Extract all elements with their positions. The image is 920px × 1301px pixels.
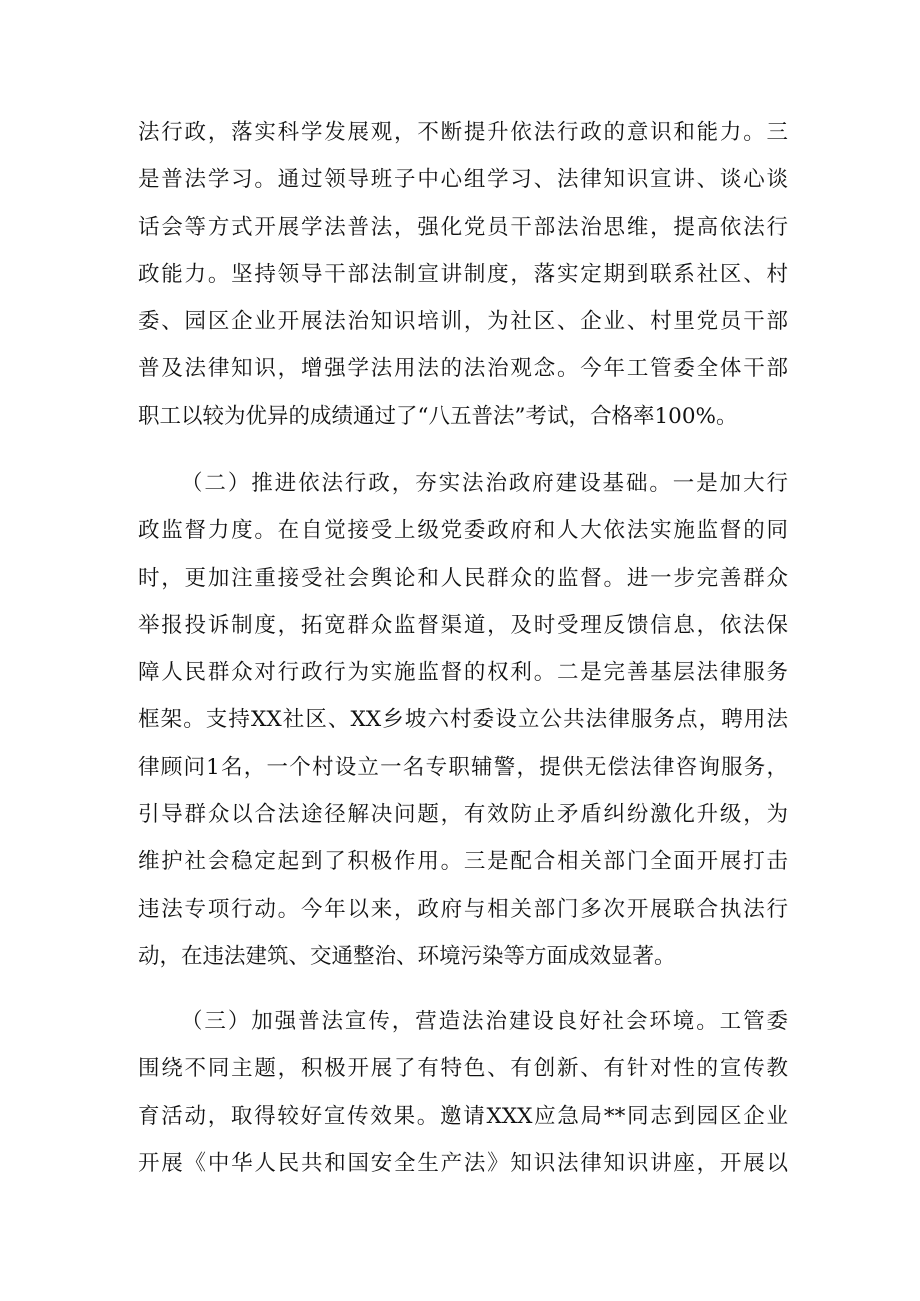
paragraph-rule-of-law-study	[138, 109, 788, 440]
text-line: 障人民群众对行政行为实施监督的权利。二是完善基层法律服务	[138, 660, 788, 686]
text-line: 开展《中华人民共和国安全生产法》知识法律知识讲座，开展以	[138, 1150, 788, 1176]
text-line: 围绕不同主题，积极开展了有特色、有创新、有针对性的宣传教	[138, 1056, 788, 1082]
text-line: 维护社会稳定起到了积极作用。三是配合相关部门全面开展打击	[138, 849, 788, 875]
section-heading-line: （三）加强普法宣传，营造法治建设良好社会环境。工管委	[181, 1009, 788, 1034]
text-line: 动，在违法建筑、交通整治、环境污染等方面成效显著。	[138, 943, 676, 969]
text-line: 话会等方式开展学法普法，强化党员干部法治思维，提高依法行	[138, 214, 788, 240]
text-line: 政监督力度。在自觉接受上级党委政府和人大依法实施监督的同	[138, 518, 788, 544]
text-line: 举报投诉制度，拓宽群众监督渠道，及时受理反馈信息，依法保	[138, 612, 788, 638]
text-line: 普及法律知识，增强学法用法的法治观念。今年工管委全体干部	[138, 356, 788, 382]
text-line: 法行政，落实科学发展观，不断提升依法行政的意识和能力。三	[138, 120, 788, 145]
text-line: 职工以较为优异的成绩通过了“八五普法”考试，合格率100%。	[138, 403, 738, 429]
text-line: 违法专项行动。今年以来，政府与相关部门多次开展联合执法行	[138, 896, 788, 922]
paragraph-law-based-administration	[138, 460, 788, 980]
text-line: 委、园区企业开展法治知识培训，为社区、企业、村里党员干部	[138, 309, 788, 335]
text-line: 时，更加注重接受社会舆论和人民群众的监督。进一步完善群众	[138, 565, 788, 591]
text-line: 框架。支持XX社区、XX乡坡六村委设立公共法律服务点，聘用法	[138, 707, 788, 733]
text-line: 律顾问1名，一个村设立一名专职辅警，提供无偿法律咨询服务，	[138, 754, 788, 780]
paragraph-legal-publicity	[138, 998, 788, 1187]
text-line: 是普法学习。通过领导班子中心组学习、法律知识宣讲、谈心谈	[138, 167, 788, 193]
text-line: 育活动，取得较好宣传效果。邀请XXX应急局**同志到园区企业	[138, 1103, 788, 1129]
section-heading-line: （二）推进依法行政，夯实法治政府建设基础。一是加大行	[181, 471, 788, 496]
text-line: 政能力。坚持领导干部法制宣讲制度，落实定期到联系社区、村	[138, 261, 788, 287]
text-line: 引导群众以合法途径解决问题，有效防止矛盾纠纷激化升级，为	[138, 802, 788, 828]
